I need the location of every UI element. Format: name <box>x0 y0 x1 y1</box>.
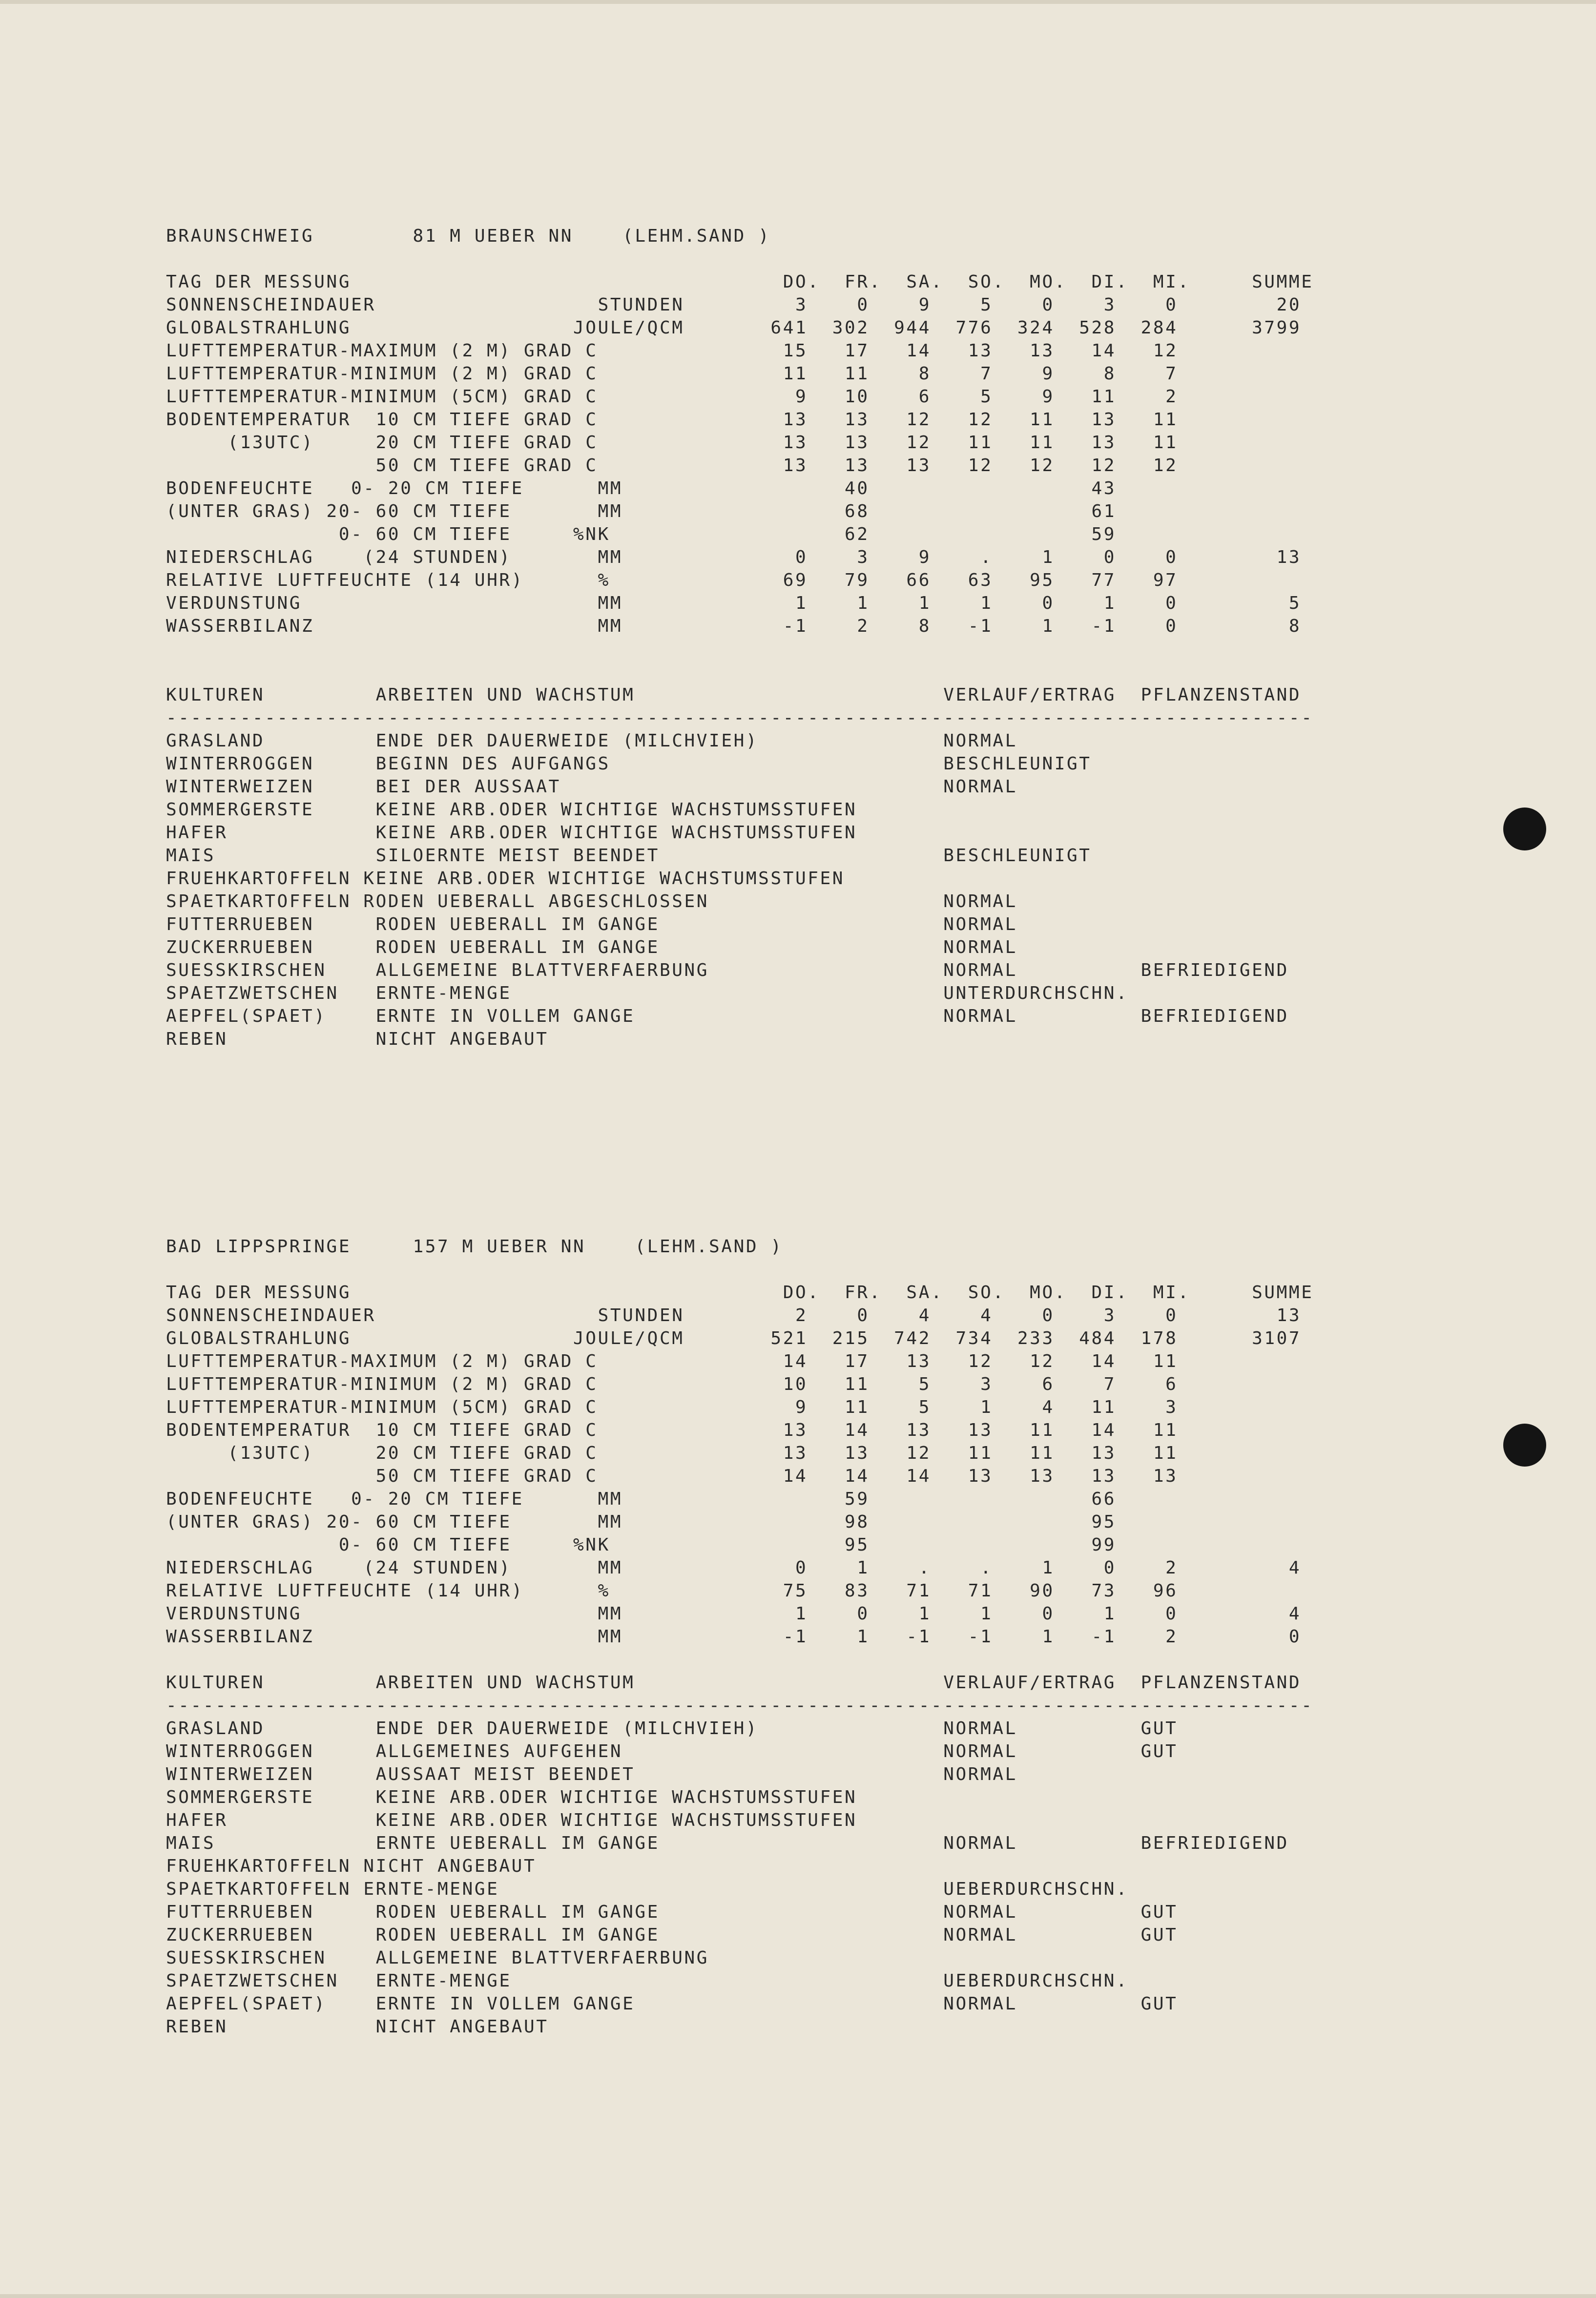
braunschweig-report-line: SONNENSCHEINDAUER STUNDEN 3 0 9 5 0 3 0 20 <box>166 295 1302 315</box>
bad-lippspringe-report-line: TAG DER MESSUNG DO. FR. SA. SO. MO. DI. MI. SUMME <box>166 1283 1314 1303</box>
braunschweig-report-line: MAIS SILOERNTE MEIST BEENDET BESCHLEUNIGT <box>166 846 1092 866</box>
bad-lippspringe-report-line: BODENFEUCHTE 0- 20 CM TIEFE MM 59 66 <box>166 1489 1117 1509</box>
bad-lippspringe-report-line: LUFTTEMPERATUR-MINIMUM (5CM) GRAD C 9 11 5 1 4 11 3 <box>166 1397 1178 1417</box>
bad-lippspringe-report-line: ZUCKERRUEBEN RODEN UEBERALL IM GANGE NORMAL GUT <box>166 1925 1178 1945</box>
braunschweig-report-line: SPAETKARTOFFELN RODEN UEBERALL ABGESCHLOSSEN NORMAL <box>166 891 1017 911</box>
bad-lippspringe-report-line: GLOBALSTRAHLUNG JOULE/QCM 521 215 742 734 233 484 178 3107 <box>166 1328 1302 1348</box>
braunschweig-report-line: SPAETZWETSCHEN ERNTE-MENGE UNTERDURCHSCHN. <box>166 983 1129 1003</box>
bad-lippspringe-report-line: BODENTEMPERATUR 10 CM TIEFE GRAD C 13 14 13 13 11 14 11 <box>166 1420 1178 1440</box>
braunschweig-report-line: WINTERWEIZEN BEI DER AUSSAAT NORMAL <box>166 777 1017 797</box>
bad-lippspringe-report-line: WINTERWEIZEN AUSSAAT MEIST BEENDET NORMAL <box>166 1764 1017 1784</box>
braunschweig-report-line: REBEN NICHT ANGEBAUT <box>166 1029 549 1049</box>
braunschweig-report-line: TAG DER MESSUNG DO. FR. SA. SO. MO. DI. MI. SUMME <box>166 272 1314 292</box>
bad-lippspringe-report-line: SOMMERGERSTE KEINE ARB.ODER WICHTIGE WACHSTUMSSTUFEN <box>166 1787 857 1807</box>
braunschweig-report-line: HAFER KEINE ARB.ODER WICHTIGE WACHSTUMSSTUFEN <box>166 823 857 843</box>
braunschweig-report-line: LUFTTEMPERATUR-MAXIMUM (2 M) GRAD C 15 17 14 13 13 14 12 <box>166 341 1178 361</box>
braunschweig-report-line: 50 CM TIEFE GRAD C 13 13 13 12 12 12 12 <box>166 455 1178 476</box>
braunschweig-report-line: GRASLAND ENDE DER DAUERWEIDE (MILCHVIEH) NORMAL <box>166 731 1017 751</box>
bad-lippspringe-report-line: AEPFEL(SPAET) ERNTE IN VOLLEM GANGE NORMAL GUT <box>166 1994 1178 2014</box>
bad-lippspringe-report-line: KULTUREN ARBEITEN UND WACHSTUM VERLAUF/ERTRAG PFLANZENSTAND <box>166 1673 1302 1693</box>
braunschweig-report-line: 0- 60 CM TIEFE %NK 62 59 <box>166 524 1117 544</box>
bad-lippspringe-report-line: SPAETKARTOFFELN ERNTE-MENGE UEBERDURCHSCHN. <box>166 1879 1129 1899</box>
bad-lippspringe-report-line: (13UTC) 20 CM TIEFE GRAD C 13 13 12 11 11 13 11 <box>166 1443 1178 1463</box>
braunschweig-report-line: RELATIVE LUFTFEUCHTE (14 UHR) % 69 79 66 63 95 77 97 <box>166 570 1178 590</box>
punch-hole-lower <box>1503 1424 1546 1467</box>
braunschweig-report-line: SOMMERGERSTE KEINE ARB.ODER WICHTIGE WACHSTUMSSTUFEN <box>166 800 857 820</box>
braunschweig-report-line: BRAUNSCHWEIG 81 M UEBER NN (LEHM.SAND ) <box>166 226 771 246</box>
braunschweig-report-line: FRUEHKARTOFFELN KEINE ARB.ODER WICHTIGE WACHSTUMSSTUFEN <box>166 869 845 889</box>
bad-lippspringe-report-line: --------------------------------------------------------------------------------------------- <box>166 1696 1314 1716</box>
bad-lippspringe-report-line: VERDUNSTUNG MM 1 0 1 1 0 1 0 4 <box>166 1604 1302 1624</box>
braunschweig-report-line: FUTTERRUEBEN RODEN UEBERALL IM GANGE NORMAL <box>166 914 1017 934</box>
bad-lippspringe-report-line: SPAETZWETSCHEN ERNTE-MENGE UEBERDURCHSCHN. <box>166 1971 1129 1991</box>
bad-lippspringe-report-line: RELATIVE LUFTFEUCHTE (14 UHR) % 75 83 71 71 90 73 96 <box>166 1581 1178 1601</box>
braunschweig-report-line: GLOBALSTRAHLUNG JOULE/QCM 641 302 944 776 324 528 284 3799 <box>166 318 1302 338</box>
bad-lippspringe-report-line: LUFTTEMPERATUR-MAXIMUM (2 M) GRAD C 14 17 13 12 12 14 11 <box>166 1351 1178 1371</box>
bad-lippspringe-report-line: FRUEHKARTOFFELN NICHT ANGEBAUT <box>166 1856 537 1876</box>
bad-lippspringe-report-line: GRASLAND ENDE DER DAUERWEIDE (MILCHVIEH) NORMAL GUT <box>166 1718 1178 1739</box>
bad-lippspringe-report-line: (UNTER GRAS) 20- 60 CM TIEFE MM 98 95 <box>166 1512 1117 1532</box>
braunschweig-report-line: KULTUREN ARBEITEN UND WACHSTUM VERLAUF/ERTRAG PFLANZENSTAND <box>166 685 1302 705</box>
bad-lippspringe-report-line: HAFER KEINE ARB.ODER WICHTIGE WACHSTUMSSTUFEN <box>166 1810 857 1830</box>
bad-lippspringe-report-line: LUFTTEMPERATUR-MINIMUM (2 M) GRAD C 10 11 5 3 6 7 6 <box>166 1374 1178 1394</box>
bad-lippspringe-report-line: 0- 60 CM TIEFE %NK 95 99 <box>166 1535 1117 1555</box>
braunschweig-report-line: WINTERROGGEN BEGINN DES AUFGANGS BESCHLEUNIGT <box>166 754 1092 774</box>
braunschweig-report-line: AEPFEL(SPAET) ERNTE IN VOLLEM GANGE NORMAL BEFRIEDIGEND <box>166 1006 1289 1026</box>
braunschweig-report-line: LUFTTEMPERATUR-MINIMUM (2 M) GRAD C 11 11 8 7 9 8 7 <box>166 364 1178 384</box>
bad-lippspringe-report-line: BAD LIPPSPRINGE 157 M UEBER NN (LEHM.SAND ) <box>166 1237 783 1257</box>
bad-lippspringe-report-line: FUTTERRUEBEN RODEN UEBERALL IM GANGE NORMAL GUT <box>166 1902 1178 1922</box>
braunschweig-report-line: --------------------------------------------------------------------------------------------- <box>166 708 1314 728</box>
braunschweig-report-line: VERDUNSTUNG MM 1 1 1 1 0 1 0 5 <box>166 593 1302 613</box>
page-edge-bottom <box>0 2294 1596 2298</box>
page-edge-top <box>0 0 1596 4</box>
braunschweig-report-line: (13UTC) 20 CM TIEFE GRAD C 13 13 12 11 11 13 11 <box>166 433 1178 453</box>
bad-lippspringe-report-line: SUESSKIRSCHEN ALLGEMEINE BLATTVERFAERBUNG <box>166 1948 709 1968</box>
bad-lippspringe-report-line: SONNENSCHEINDAUER STUNDEN 2 0 4 4 0 3 0 13 <box>166 1305 1302 1325</box>
braunschweig-report-line: SUESSKIRSCHEN ALLGEMEINE BLATTVERFAERBUNG NORMAL BEFRIEDIGEND <box>166 960 1289 980</box>
bad-lippspringe-report-line: WINTERROGGEN ALLGEMEINES AUFGEHEN NORMAL GUT <box>166 1741 1178 1761</box>
braunschweig-report-line: BODENFEUCHTE 0- 20 CM TIEFE MM 40 43 <box>166 478 1117 498</box>
braunschweig-report-line: NIEDERSCHLAG (24 STUNDEN) MM 0 3 9 . 1 0 0 13 <box>166 547 1302 567</box>
bad-lippspringe-report-line: WASSERBILANZ MM -1 1 -1 -1 1 -1 2 0 <box>166 1627 1302 1647</box>
braunschweig-report-line: ZUCKERRUEBEN RODEN UEBERALL IM GANGE NORMAL <box>166 937 1017 957</box>
bad-lippspringe-report-line: REBEN NICHT ANGEBAUT <box>166 2017 549 2037</box>
braunschweig-report-line: LUFTTEMPERATUR-MINIMUM (5CM) GRAD C 9 10 6 5 9 11 2 <box>166 387 1178 407</box>
bad-lippspringe-report-line: NIEDERSCHLAG (24 STUNDEN) MM 0 1 . . 1 0 2 4 <box>166 1558 1302 1578</box>
braunschweig-report-line: (UNTER GRAS) 20- 60 CM TIEFE MM 68 61 <box>166 501 1117 521</box>
braunschweig-report-line: WASSERBILANZ MM -1 2 8 -1 1 -1 0 8 <box>166 616 1302 636</box>
bad-lippspringe-report-line: MAIS ERNTE UEBERALL IM GANGE NORMAL BEFRIEDIGEND <box>166 1833 1289 1853</box>
braunschweig-report-line: BODENTEMPERATUR 10 CM TIEFE GRAD C 13 13 12 12 11 13 11 <box>166 410 1178 430</box>
punch-hole-upper <box>1503 807 1546 850</box>
bad-lippspringe-report-line: 50 CM TIEFE GRAD C 14 14 14 13 13 13 13 <box>166 1466 1178 1486</box>
